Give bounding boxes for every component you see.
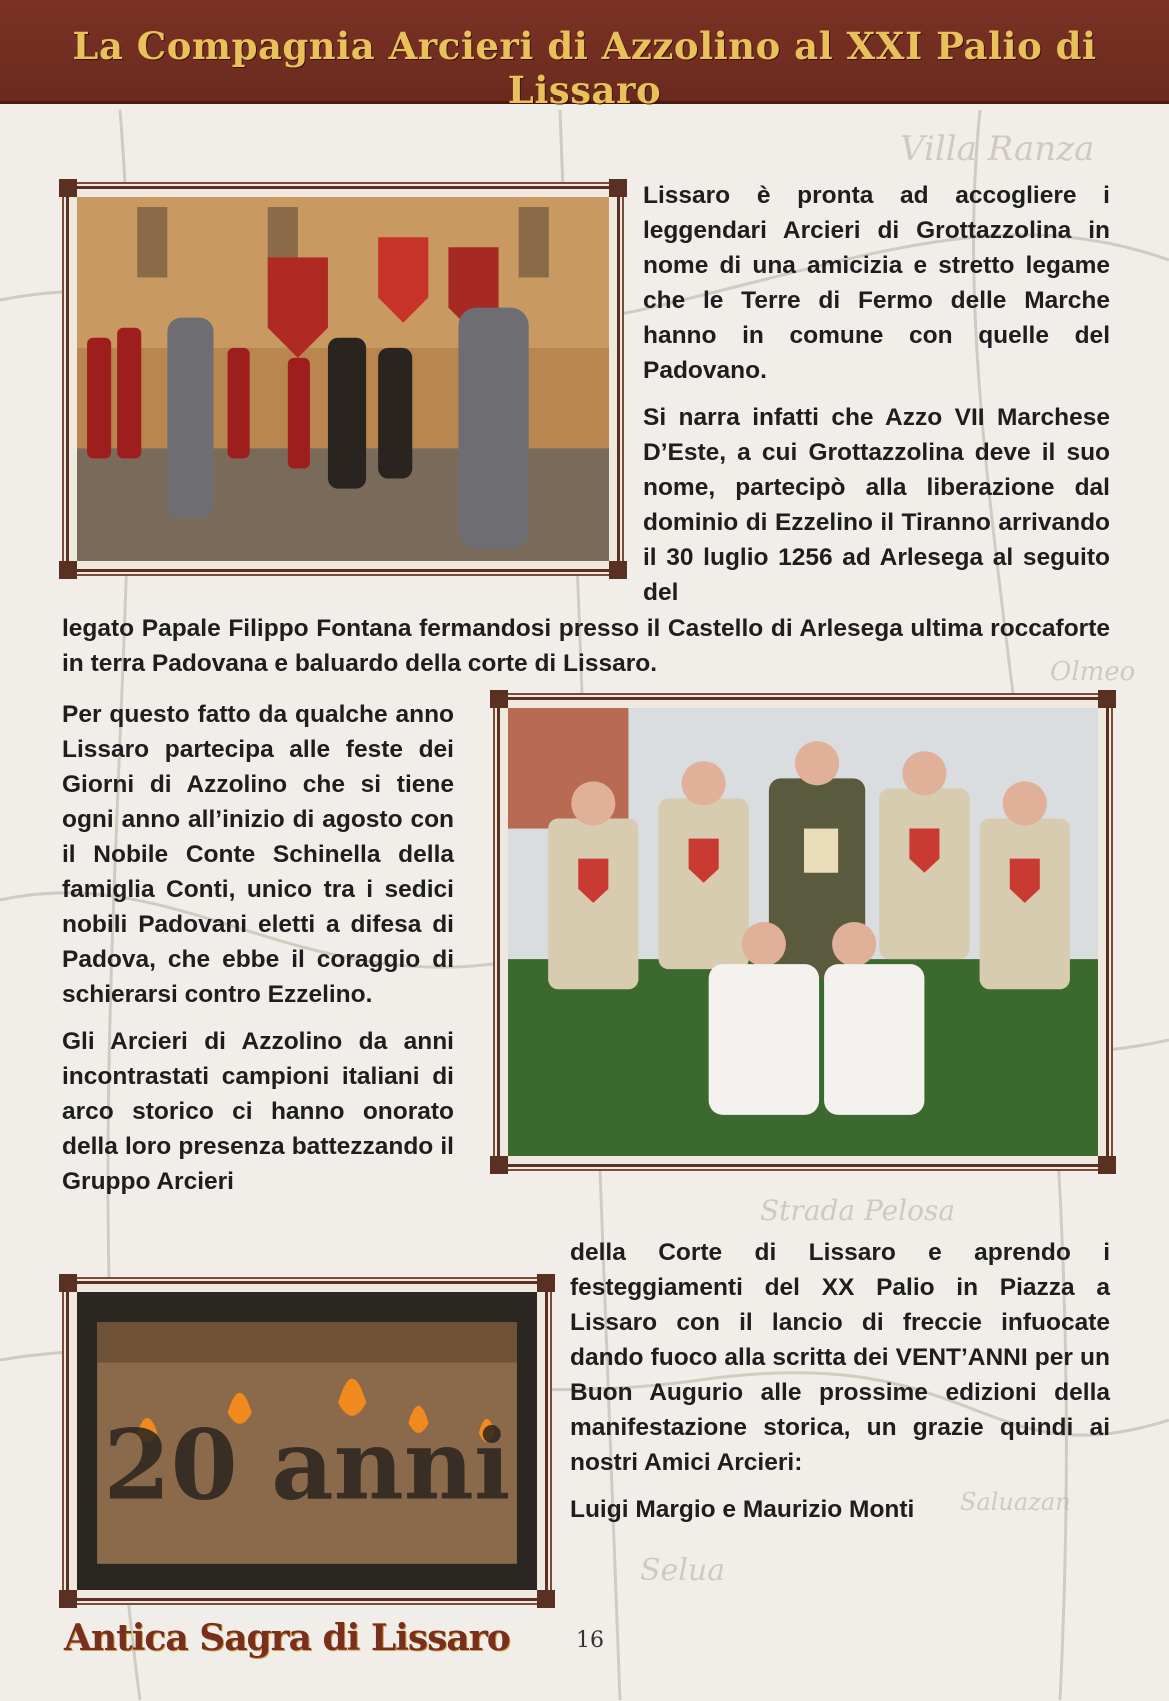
page-number: 16 — [576, 1628, 604, 1653]
festival-paragraph: Per questo fatto da qualche anno Lissaro partecipa alle feste dei Giorni di Azzolino che si tiene ogni anno all’inizio di agosto con il Nobile Conte Schinella della famiglia Conti, unico tra i sedici nobili Padovani eletti a difesa di Padova, che ebbe il coraggio di schierarsi contro Ezzelino. — [62, 701, 454, 1008]
archers-paragraph-left: Gli Arcieri di Azzolino da anni incontrastati campioni italiani di arco storico ci hanno onorato della loro presenza battezzando il Gruppo Arcieri — [62, 1028, 454, 1195]
footer-logo: Antica Sagra di Lissaro — [64, 1617, 510, 1659]
history-paragraph-top: Si narra infatti che Azzo VII Marchese D’Este, a cui Grottazzolina deve il suo nome, partecipò alla liberazione dal dominio di Ezzelino il Tiranno arrivando il 30 luglio 1256 ad Arlesega al seguito del — [643, 404, 1110, 606]
history-continuation — [62, 611, 1110, 693]
intro-text — [643, 178, 1110, 610]
history-paragraph-bottom: legato Papale Filippo Fontana fermandosi presso il Castello di Arlesega ultima roccaforte in terra Padovana e baluardo della corte di Lissaro. — [62, 615, 1110, 677]
parade-photo-frame — [66, 186, 620, 572]
parade-photo — [77, 197, 609, 561]
archers-photo-frame — [497, 697, 1109, 1167]
map-label-2: Strada Pelosa — [760, 1194, 956, 1227]
festival-text — [62, 697, 454, 1199]
burning-sign-text: 20 anni — [103, 1407, 511, 1522]
page-title: La Compagnia Arcieri di Azzolino al XXI Palio di Lissaro — [72, 24, 1097, 112]
intro-paragraph: Lissaro è pronta ad accogliere i leggendari Arcieri di Grottazzolina in nome di una amicizia e stretto legame che le Terre di Fermo delle Marche hanno in comune con quelle del Padovano. — [643, 182, 1110, 384]
header-band — [0, 0, 1169, 112]
map-label-0: Villa Ranza — [900, 129, 1095, 169]
map-label-4: Selua — [640, 1553, 726, 1588]
signature: Luigi Margio e Maurizio Monti — [570, 1496, 915, 1523]
map-label-1: Olmeo — [1050, 657, 1136, 687]
map-label-3: Saluazan — [960, 1488, 1071, 1516]
burning-sign-photo — [77, 1292, 537, 1590]
archers-paragraph-right: della Corte di Lissaro e aprendo i festeggiamenti del XX Palio in Piazza a Lissaro con il lancio di freccie infuocate dando fuoco alla scritta dei VENT’ANNI per un Buon Augurio alle prossime edizioni della manifestazione storica, un grazie quindi ai nostri Amici Arcieri: — [570, 1239, 1110, 1476]
burning-sign-photo-frame — [66, 1281, 548, 1601]
archers-photo — [508, 708, 1098, 1156]
archers-text — [570, 1235, 1110, 1539]
